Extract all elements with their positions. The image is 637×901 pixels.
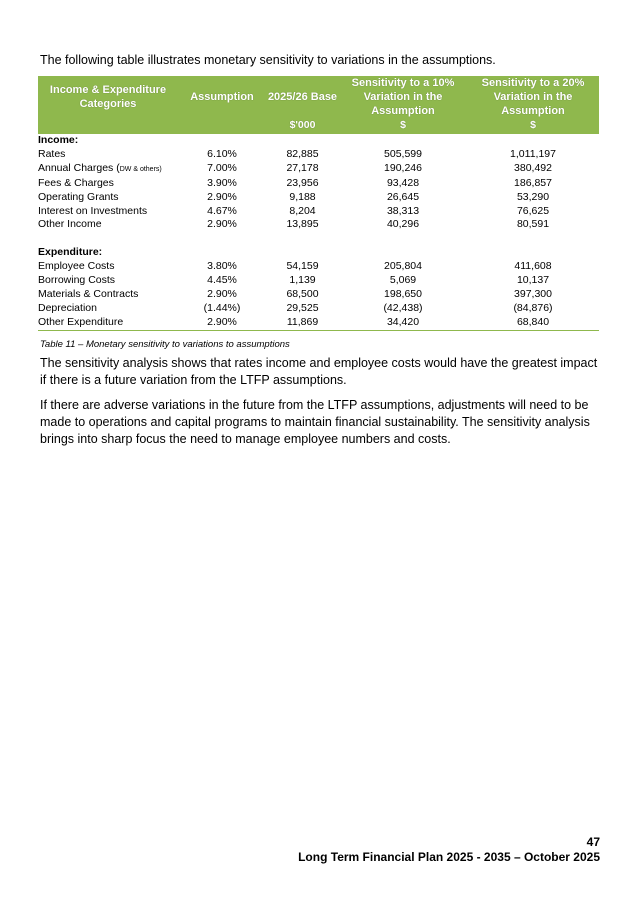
cell-sens20: 10,137 [516,274,550,287]
header-category: Income & Expenditure Categories [38,76,178,118]
cell-sens10: 5,069 [389,274,417,287]
cell-base: 82,885 [286,147,319,160]
cell-sens10: 198,650 [384,288,422,301]
cell-sens20: 397,300 [514,288,552,301]
cell-sens10: 505,599 [384,147,422,160]
table-row [38,218,599,232]
section-label-expenditure: Expenditure: [38,246,103,259]
row-label-main: Annual Charges ( [38,161,120,174]
section-row-expenditure [38,246,599,260]
row-label: Other Expenditure [38,316,178,330]
cell-base: 23,956 [286,176,319,189]
cell-assumption: 3.80% [207,260,237,273]
cell-base: 1,139 [289,274,316,287]
spacer-row [38,232,599,246]
header-base: 2025/26 Base [266,76,339,118]
cell-assumption: 2.90% [207,190,237,203]
cell-base: 11,869 [266,316,339,330]
cell-assumption: 4.67% [207,204,237,217]
header-sens20: Sensitivity to a 20% Variation in the Assumption [467,76,599,118]
row-label: Materials & Contracts [38,288,139,301]
row-label-note: DW & others) [119,165,162,173]
cell-sens10: 205,804 [384,260,422,273]
cell-sens20: 186,857 [514,176,552,189]
cell-assumption: 2.90% [207,288,237,301]
header-unit-blank-2 [178,118,266,134]
cell-base: 13,895 [286,218,319,231]
cell-sens20: 53,290 [516,190,550,203]
row-label: Fees & Charges [38,176,114,189]
sensitivity-table [38,76,599,331]
row-label: Borrowing Costs [38,274,116,287]
row-label: Interest on Investments [38,204,148,217]
table-row [38,205,599,219]
row-label: Rates [38,147,66,160]
page-footer [298,835,600,865]
document-title: Long Term Financial Plan 2025 - 2035 – October 2025 [298,850,600,864]
table-row [38,316,599,330]
cell-assumption: 4.45% [207,274,237,287]
cell-assumption: 2.90% [178,316,266,330]
cell-sens10: 190,246 [384,162,422,175]
paragraph-2: If there are adverse variations in the future from the LTFP assumptions, adjustments will need to be made to operations and capital programs to maintain financial sustainability. The sensitivity analysis brings into sharp focus the need to manage employee numbers and costs. [40,398,590,446]
header-unit-blank-1 [38,118,178,134]
cell-assumption: 6.10% [207,147,237,160]
table-row [38,191,599,205]
spacer-cell [38,232,599,246]
header-unit-sens10: $ [339,118,467,134]
cell-sens20: (84,876) [513,301,553,314]
table-row [38,274,599,288]
header-assumption: Assumption [178,76,266,118]
cell-base: 9,188 [289,190,316,203]
cell-sens10: 93,428 [386,176,420,189]
cell-sens10: 26,645 [386,190,420,203]
cell-base: 8,204 [289,204,316,217]
page-number: 47 [586,835,600,849]
table-row [38,302,599,316]
cell-assumption: (1.44%) [203,301,241,314]
cell-base: 68,500 [286,288,319,301]
header-sens10: Sensitivity to a 10% Variation in the Assumption [339,76,467,118]
intro-text: The following table illustrates monetary sensitivity to variations in the assumptions. [40,53,496,67]
row-label: Operating Grants [38,190,119,203]
table-row [38,162,599,177]
cell-sens20: 68,840 [467,316,599,330]
cell-assumption: 3.90% [207,176,237,189]
table-caption: Table 11 – Monetary sensitivity to variations to assumptions [40,339,290,350]
header-unit-sens20: $ [467,118,599,134]
paragraph-1: The sensitivity analysis shows that rates income and employee costs would have the greatest impact if there is a future variation from the LTFP assumptions. [40,356,598,387]
cell-base: 27,178 [286,162,319,175]
cell-sens20: 76,625 [516,204,550,217]
row-label: Depreciation [38,301,97,314]
table-row [38,177,599,191]
row-label: Other Income [38,218,102,231]
cell-sens10: 38,313 [386,204,420,217]
cell-sens20: 411,608 [514,260,552,273]
header-unit-base: $'000 [266,118,339,134]
cell-assumption: 7.00% [207,162,237,175]
cell-base: 54,159 [286,260,319,273]
cell-base: 29,525 [286,301,319,314]
cell-sens20: 80,591 [516,218,550,231]
table-row [38,260,599,274]
cell-sens10: (42,438) [383,301,423,314]
section-row-income [38,134,599,148]
table-row [38,288,599,302]
cell-assumption: 2.90% [207,218,237,231]
row-label [38,162,178,177]
cell-sens10: 34,420 [339,316,467,330]
cell-sens10: 40,296 [386,218,420,231]
section-label-income: Income: [38,134,79,146]
cell-sens20: 1,011,197 [510,147,556,160]
cell-sens20: 380,492 [514,162,552,175]
row-label: Employee Costs [38,260,115,273]
table-row [38,148,599,162]
